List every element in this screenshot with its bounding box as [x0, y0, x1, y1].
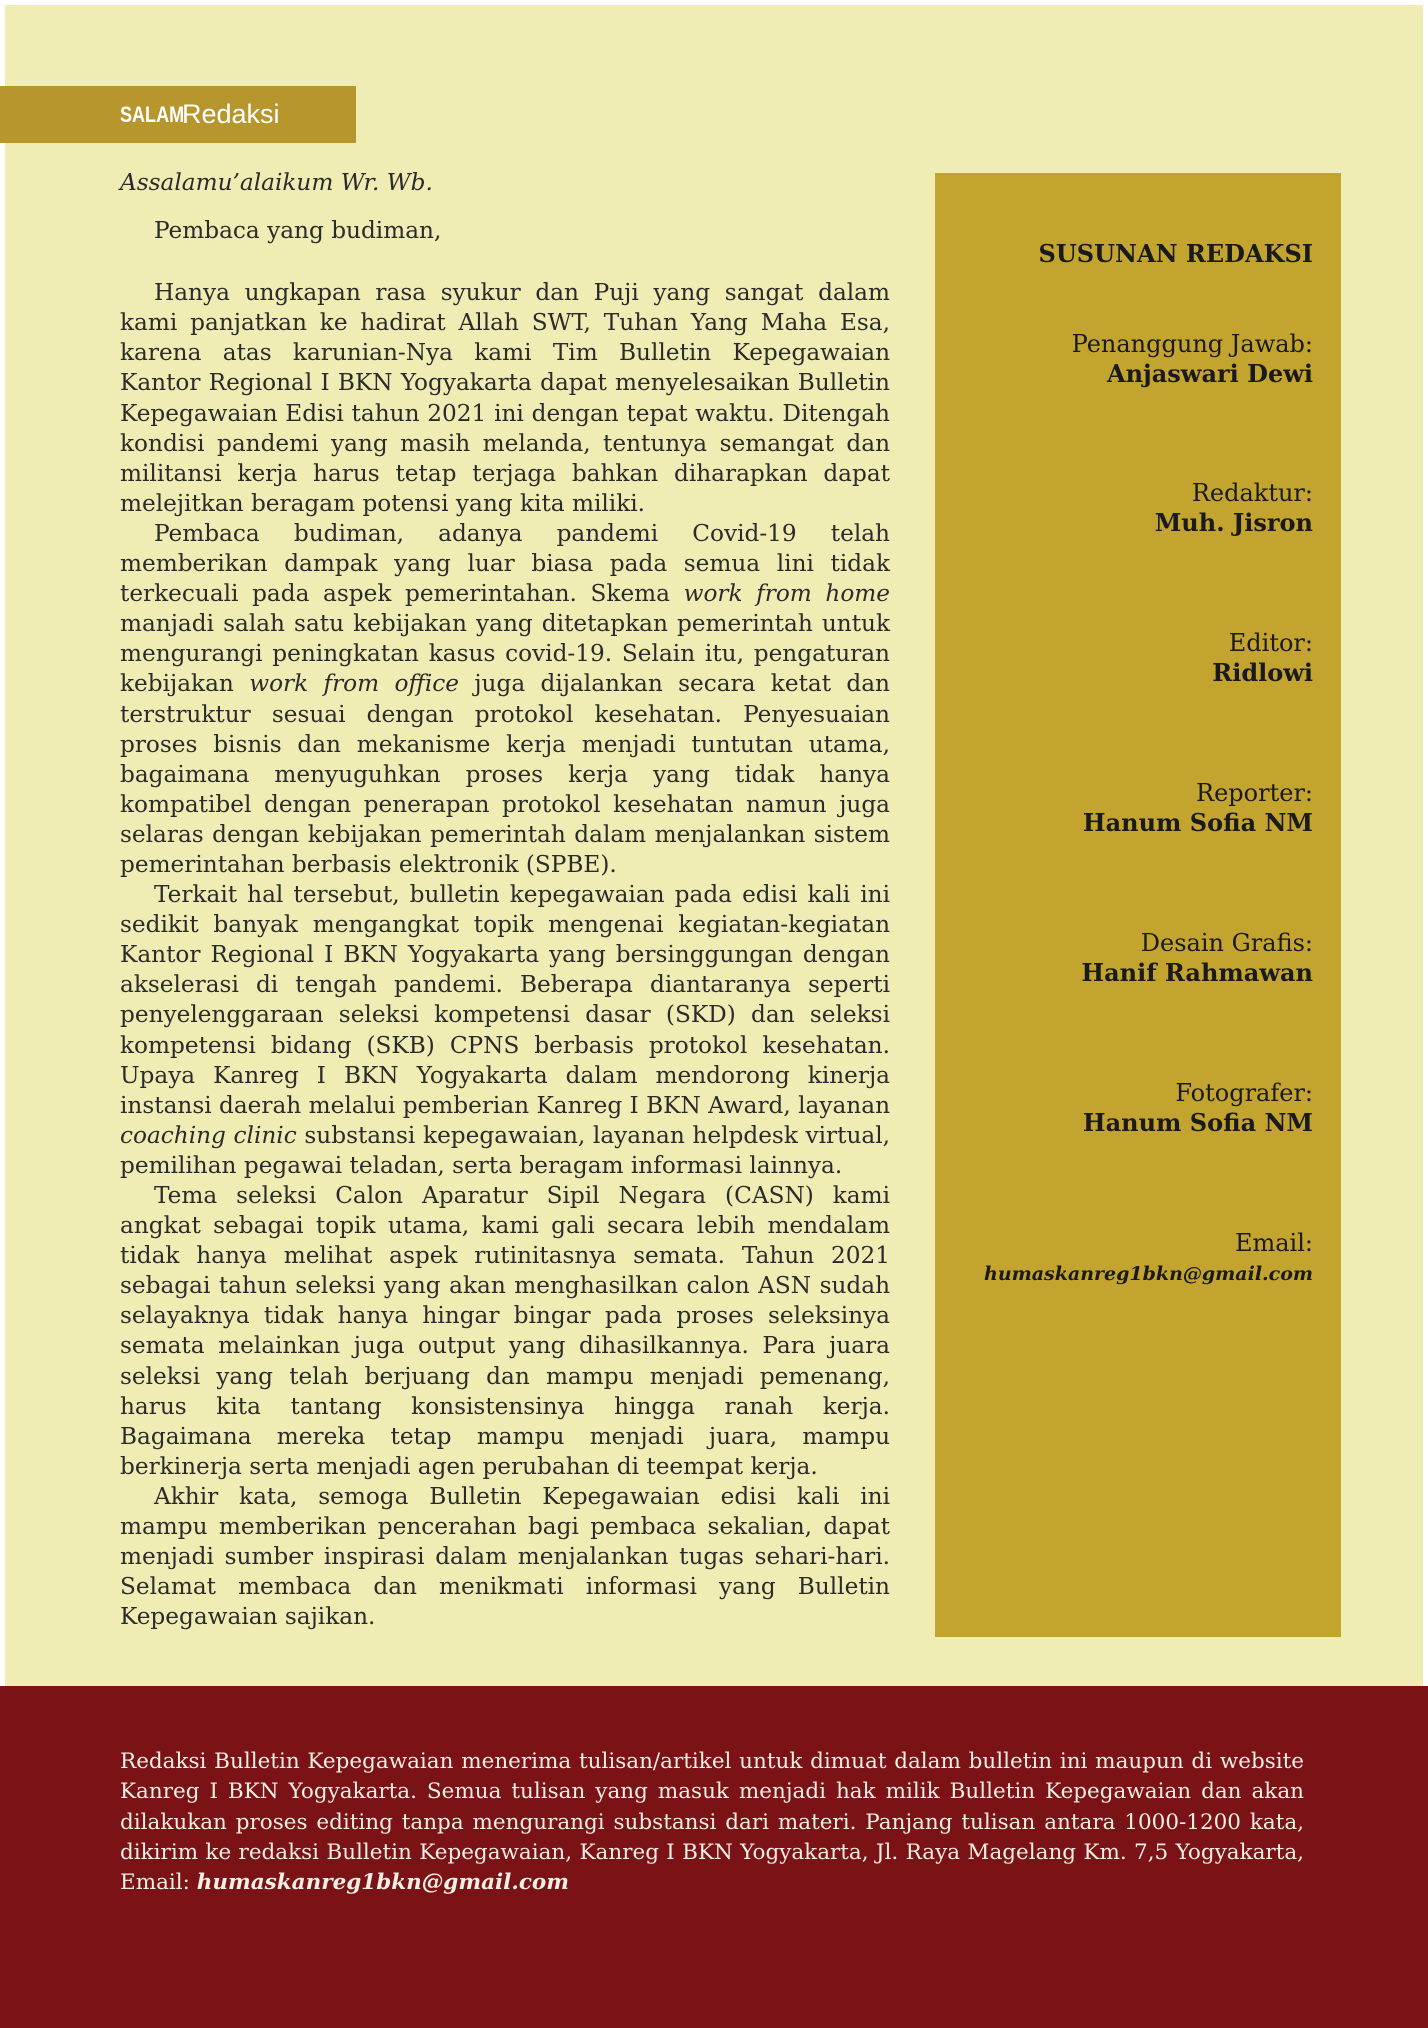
credit-name: Anjaswari Dewi: [1106, 359, 1313, 388]
credit-role: Editor:: [1228, 629, 1313, 657]
letter-paragraph-2-text-c: juga dijalankan secara ketat dan terstruktur sesuai dengan protokol kesehatan. Penyesuaian proses bisnis dan mekanisme kerja menjadi tuntutan utama, bagaimana menyuguhkan proses kerja yang tidak hanya kompatibel dengan penerapan protokol kesehatan namun juga selaras dengan kebijakan pemerintah dalam menjalankan sistem pemerintahan berbasis elektronik (SPBE).: [120, 670, 890, 878]
credit-name: Hanum Sofia NM: [1082, 1108, 1313, 1137]
letter-paragraph-2-emphasis-1: work from home: [683, 580, 890, 608]
credit-name: Hanif Rahmawan: [1081, 958, 1313, 987]
credit-penanggung-jawab: [935, 329, 1313, 389]
credit-role: Reporter:: [1196, 779, 1313, 807]
letter-paragraph-1: Hanya ungkapan rasa syukur dan Puji yang sangat dalam kami panjatkan ke hadirat Allah SWT, Tuhan Yang Maha Esa, karena atas karunian-Nya kami Tim Bulletin Kepegawaian Kantor Regional I BKN Yogyakarta dapat menyelesaikan Bulletin Kepegawaian Edisi tahun 2021 ini dengan tepat waktu. Ditengah kondisi pandemi yang masih melanda, tentunya semangat dan militansi kerja harus tetap terjaga bahkan diharapkan dapat melejitkan beragam potensi yang kita miliki.: [120, 279, 890, 517]
submission-notice-text: Redaksi Bulletin Kepegawaian menerima tulisan/artikel untuk dimuat dalam bulletin ini maupun di website Kanreg I BKN Yogyakarta. Semua tulisan yang masuk menjadi hak milik Bulletin Kepegawaian dan akan dilakukan proses editing tanpa mengurangi substansi dari materi. Panjang tulisan antara 1000-1200 kata, dikirim ke redaksi Bulletin Kepegawaian, Kanreg I BKN Yogyakarta, Jl. Raya Magelang Km. 7,5 Yogyakarta, Email:: [120, 1749, 1304, 1896]
credit-name: Muh. Jisron: [1154, 508, 1313, 537]
letter-paragraph-2-text-b: manjadi salah satu kebijakan yang ditetapkan pemerintah untuk mengurangi peningkatan kasus covid-19. Selain itu, pengaturan kebijakan: [120, 610, 890, 698]
letter-paragraph-2-emphasis-2: work from office: [249, 670, 459, 698]
editorial-board-title: SUSUNAN REDAKSI: [1038, 239, 1313, 268]
letter-paragraph-2-text-a: Pembaca budiman, adanya pandemi Covid-19 telah memberikan dampak yang luar biasa pada semua lini tidak terkecuali pada aspek pemerintahan. Skema: [120, 519, 890, 608]
letter-paragraph-2: [120, 519, 890, 880]
section-header-tab: [0, 86, 356, 143]
credit-fotografer: [935, 1078, 1313, 1138]
letter-paragraph-3: [120, 880, 890, 1181]
credit-role: Email:: [1234, 1229, 1313, 1257]
credit-email: [935, 1228, 1313, 1290]
letter-paragraph-5: Akhir kata, semoga Bulletin Kepegawaian edisi kali ini mampu memberikan pencerahan bagi pembaca sekalian, dapat menjadi sumber inspirasi dalam menjalankan tugas sehari-hari. Selamat membaca dan menikmati informasi yang Bulletin Kepegawaian sajikan.: [120, 1482, 890, 1631]
credit-role: Fotografer:: [1175, 1079, 1313, 1107]
credit-redaktur: [935, 478, 1313, 538]
section-header-salam: SALAM: [120, 101, 185, 127]
credit-email-address: humaskanreg1bkn@gmail.com: [984, 1263, 1313, 1285]
credit-role: Redaktur:: [1191, 479, 1313, 507]
submission-footer: [0, 1686, 1428, 2028]
credit-editor: [935, 628, 1313, 688]
editorial-letter: [120, 168, 890, 1632]
credit-name: Ridlowi: [1212, 658, 1313, 687]
letter-salutation: Pembaca yang budiman,: [154, 217, 442, 245]
section-header-redaksi: Redaksi: [182, 99, 280, 129]
letter-paragraph-3-text-a: Terkait hal tersebut, bulletin kepegawaian pada edisi kali ini sedikit banyak mengangkat topik mengenai kegiatan-kegiatan Kantor Regional I BKN Yogyakarta yang bersinggungan dengan akselerasi di tengah pandemi. Beberapa diantaranya seperti penyelenggaraan seleksi kompetensi dasar (SKD) dan seleksi kompetensi bidang (SKB) CPNS berbasis protokol kesehatan. Upaya Kanreg I BKN Yogyakarta dalam mendorong kinerja instansi daerah melalui pemberian Kanreg I BKN Award, layanan: [120, 881, 890, 1119]
editorial-board-box: [935, 173, 1341, 1637]
credit-reporter: [935, 778, 1313, 838]
submission-notice: [120, 1747, 1304, 1898]
letter-greeting: Assalamu’alaikum Wr. Wb.: [120, 169, 433, 196]
credit-name: Hanum Sofia NM: [1082, 808, 1313, 837]
credit-role: Desain Grafis:: [1140, 929, 1313, 957]
submission-email: humaskanreg1bkn@gmail.com: [196, 1870, 570, 1896]
credit-desain-grafis: [935, 928, 1313, 988]
letter-paragraph-3-emphasis: coaching clinic: [120, 1121, 297, 1149]
letter-paragraph-3-text-b: substansi kepegawaian, layanan helpdesk virtual, pemilihan pegawai teladan, serta beragam informasi lainnya.: [120, 1121, 890, 1179]
letter-paragraph-4: Tema seleksi Calon Aparatur Sipil Negara (CASN) kami angkat sebagai topik utama, kami gali secara lebih mendalam tidak hanya melihat aspek rutinitasnya semata. Tahun 2021 sebagai tahun seleksi yang akan menghasilkan calon ASN sudah selayaknya tidak hanya hingar bingar pada proses seleksinya semata melainkan juga output yang dihasilkannya. Para juara seleksi yang telah berjuang dan mampu menjadi pemenang, harus kita tantang konsistensinya hingga ranah kerja. Bagaimana mereka tetap mampu menjadi juara, mampu berkinerja serta menjadi agen perubahan di teempat kerja.: [120, 1182, 890, 1480]
credit-role: Penanggung Jawab:: [1071, 330, 1313, 358]
